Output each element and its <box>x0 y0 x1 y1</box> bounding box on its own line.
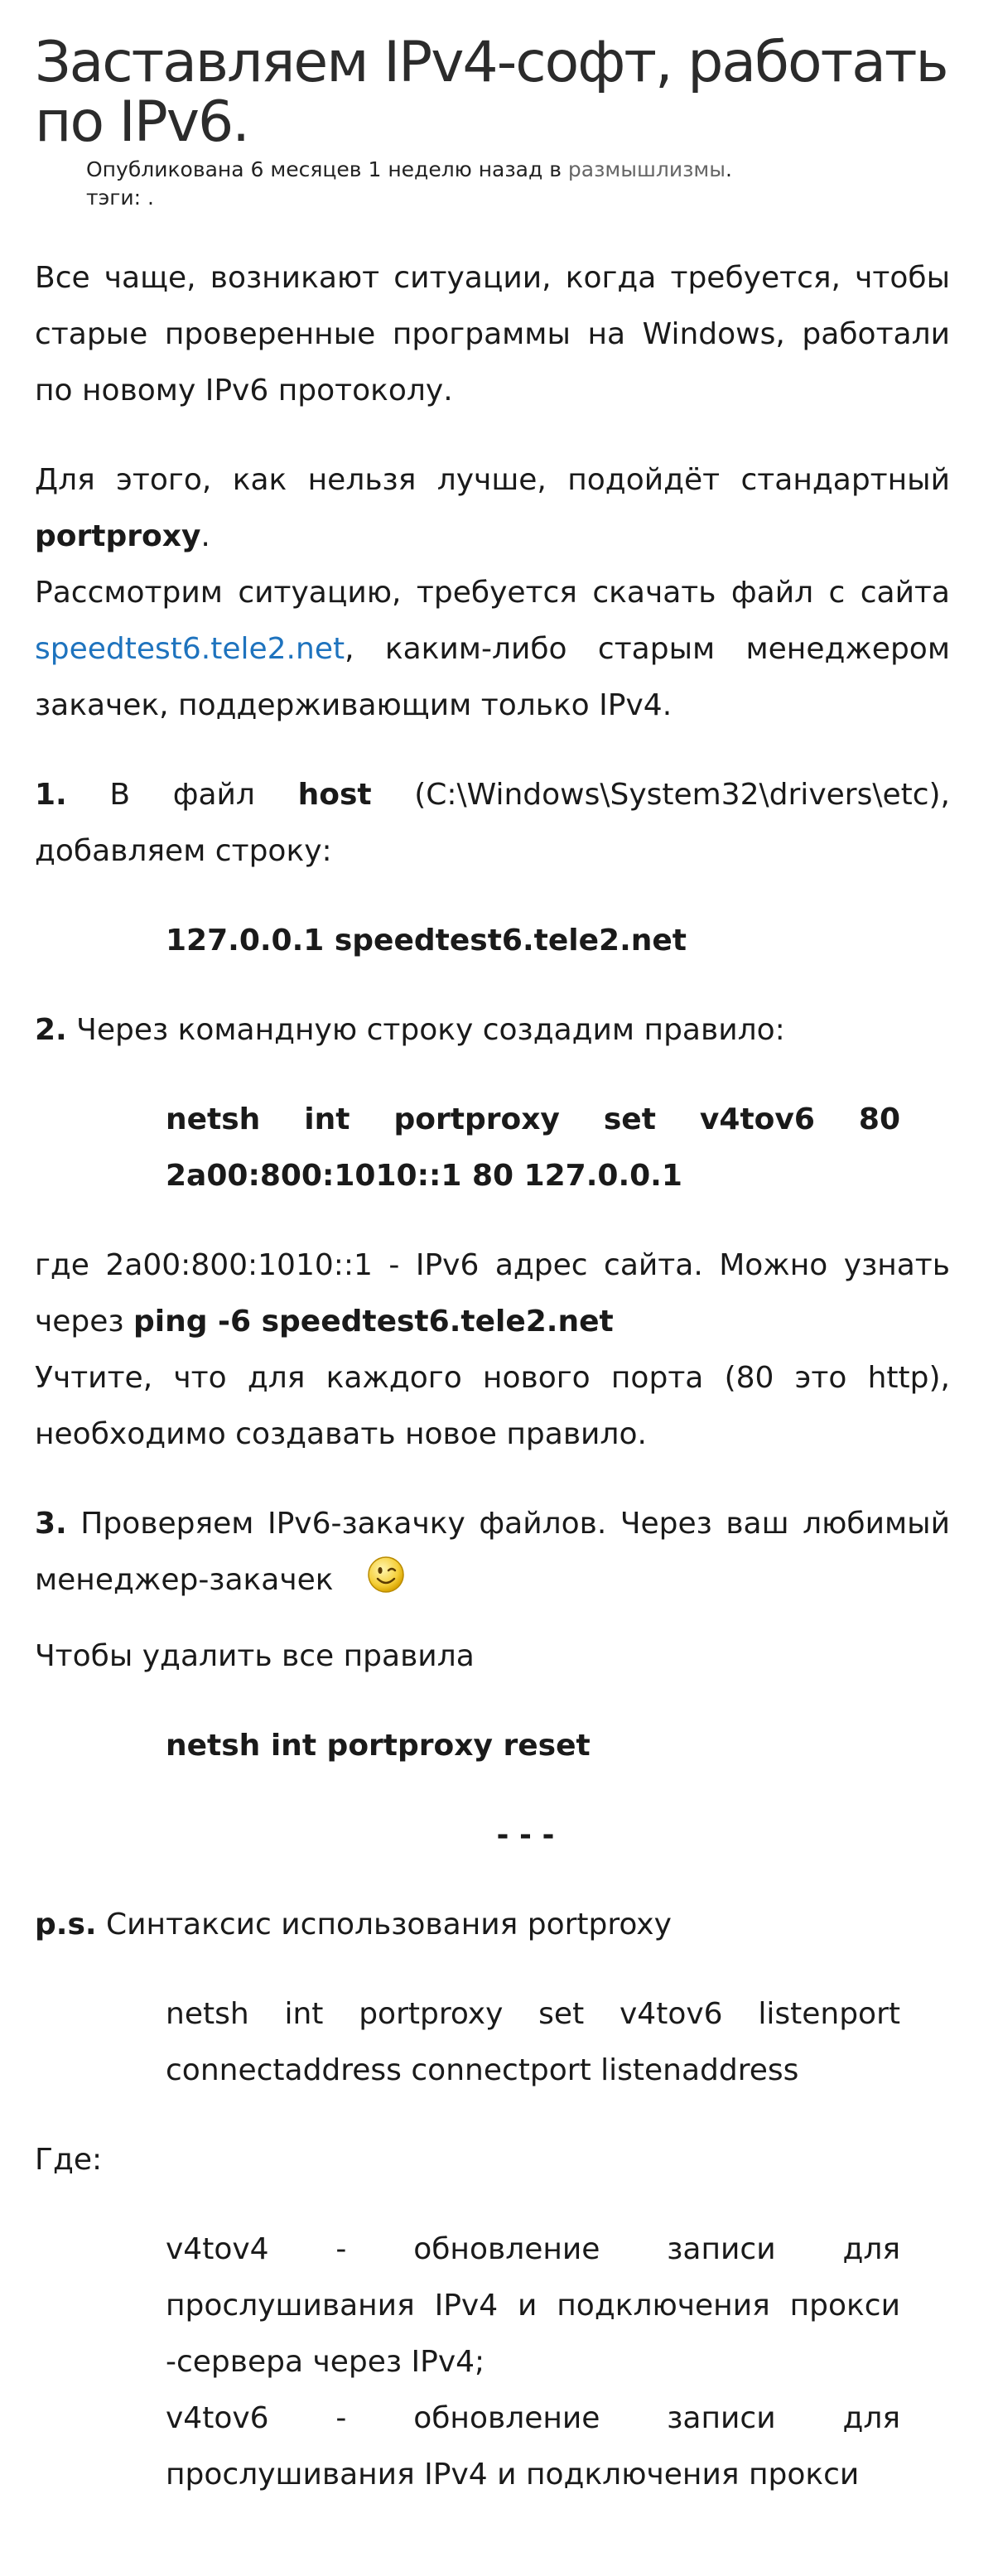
step-text: (C:\Windows\System32\drivers\etc), добавляем строку: <box>35 778 950 868</box>
definition-v4tov4: v4tov4 - обновление записи для прослушивания IPv4 и подключения прокси -сервера через IPv4; <box>166 2232 900 2379</box>
separator: - - - <box>496 1818 555 1852</box>
portproxy-term: portproxy <box>35 519 201 553</box>
step-3 <box>35 1496 950 1609</box>
paragraph-portproxy <box>35 452 950 734</box>
ping-command: ping -6 speedtest6.tele2.net <box>133 1305 614 1339</box>
category-link[interactable]: размышлизмы <box>567 157 726 181</box>
step-number: 2. <box>35 1013 67 1047</box>
step-text: В файл <box>66 778 298 812</box>
paragraph-intro: Все чаще, возникают ситуации, когда требуется, чтобы старые проверенные программы на Windows, работали по новому IPv6 протоколу. <box>35 261 950 408</box>
host-term: host <box>297 778 372 812</box>
step-text: Через командную строку создадим правило: <box>66 1013 785 1047</box>
paragraph-text: где 2a00:800:1010::1 - IPv6 адрес сайта. Можно узнать через <box>35 1248 950 1339</box>
rule-command: netsh int portproxy set v4tov6 80 2a00:800:1010::1 80 127.0.0.1 <box>166 1102 900 1193</box>
step-2 <box>35 1002 950 1059</box>
step-text: Проверяем IPv6-закачку файлов. Через ваш любимый менеджер-закачек <box>35 1507 950 1597</box>
hosts-line: 127.0.0.1 speedtest6.tele2.net <box>166 924 687 958</box>
paragraph-delete: Чтобы удалить все правила <box>35 1639 475 1673</box>
speedtest-link[interactable]: speedtest6.tele2.net <box>35 632 345 666</box>
where-label: Где: <box>35 2143 103 2177</box>
step-number: 1. <box>35 778 67 812</box>
reset-command: netsh int portproxy reset <box>166 1729 591 1763</box>
tags-label: тэги: . <box>86 186 154 210</box>
ps-label: p.s. <box>35 1908 97 1942</box>
step-1 <box>35 767 950 880</box>
ps-text: Синтаксис использования portproxy <box>96 1908 672 1942</box>
paragraph-text: Рассмотрим ситуацию, требуется скачать файл с сайта <box>35 576 950 610</box>
wink-smiley-icon <box>366 1555 406 1594</box>
syntax-line: netsh int portproxy set v4tov6 listenport connectaddress connectport listenaddress <box>166 1997 900 2087</box>
paragraph-end: . <box>200 519 210 553</box>
meta-dot: . <box>725 157 732 181</box>
published-text: Опубликована 6 месяцев 1 неделю назад в <box>86 157 568 181</box>
definition-v4tov6: v4tov6 - обновление записи для прослушивания IPv4 и подключения прокси <box>166 2401 900 2492</box>
post-title: Заставляем IPv4-софт, работать по IPv6. <box>35 30 947 155</box>
step-number: 3. <box>35 1507 67 1541</box>
post-meta <box>86 156 950 212</box>
paragraph-where <box>35 1237 950 1463</box>
paragraph-text: Для этого, как нельзя лучше, подойдёт стандартный <box>35 463 950 497</box>
paragraph-note: Учтите, что для каждого нового порта (80 это http), необходимо создавать новое правило. <box>35 1361 950 1451</box>
paragraph-end: , каким-либо старым менеджером закачек, поддерживающим только IPv4. <box>35 632 950 722</box>
ps-line <box>35 1897 950 1953</box>
